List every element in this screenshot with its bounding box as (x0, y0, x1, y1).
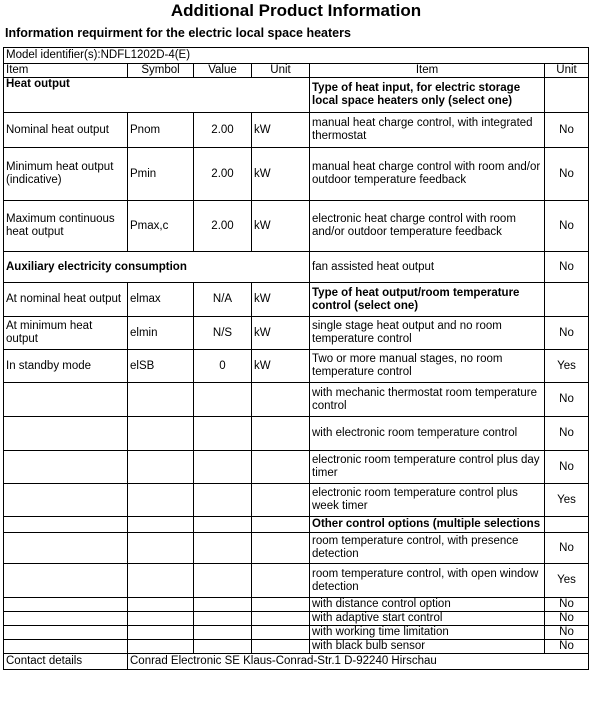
left-item: Minimum heat output (indicative) (4, 148, 128, 201)
section-heat-output: Heat output (4, 78, 310, 113)
header-value: Value (194, 64, 252, 78)
empty-cell (128, 612, 194, 626)
empty-cell (4, 417, 128, 451)
right-item: manual heat charge control with room and/or outdoor temperature feedback (310, 148, 545, 201)
empty-cell (128, 517, 194, 533)
empty-cell (252, 626, 310, 640)
table-row (4, 598, 589, 612)
empty-cell (252, 533, 310, 564)
empty-cell (194, 517, 252, 533)
table-row (4, 252, 589, 283)
empty-cell (194, 640, 252, 654)
empty-cell (128, 451, 194, 484)
section-auxiliary-consumption: Auxiliary electricity consumption (4, 252, 310, 283)
left-unit: kW (252, 283, 310, 317)
left-value: 2.00 (194, 113, 252, 148)
right-unit (545, 517, 589, 533)
left-unit: kW (252, 113, 310, 148)
right-item: Type of heat output/room temperature control (select one) (310, 283, 545, 317)
right-unit: No (545, 451, 589, 484)
table-row (4, 451, 589, 484)
empty-cell (128, 533, 194, 564)
empty-cell (194, 383, 252, 417)
left-unit: kW (252, 201, 310, 252)
empty-cell (128, 564, 194, 598)
empty-cell (252, 484, 310, 517)
right-item: manual heat charge control, with integrated thermostat (310, 113, 545, 148)
header-item: Item (4, 64, 128, 78)
right-item: room temperature control, with open window detection (310, 564, 545, 598)
right-unit: No (545, 598, 589, 612)
right-item: Two or more manual stages, no room temperature control (310, 350, 545, 383)
right-unit: No (545, 148, 589, 201)
left-unit: kW (252, 317, 310, 350)
right-unit: No (545, 383, 589, 417)
contact-row (4, 654, 589, 670)
empty-cell (194, 626, 252, 640)
left-symbol: Pmax,c (128, 201, 194, 252)
left-value: N/A (194, 283, 252, 317)
empty-cell (128, 640, 194, 654)
right-unit: No (545, 612, 589, 626)
empty-cell (194, 417, 252, 451)
empty-cell (4, 598, 128, 612)
header-symbol: Symbol (128, 64, 194, 78)
empty-cell (194, 484, 252, 517)
right-item: with electronic room temperature control (310, 417, 545, 451)
empty-cell (252, 598, 310, 612)
table-row (4, 626, 589, 640)
right-item: Other control options (multiple selections (310, 517, 545, 533)
left-value: N/S (194, 317, 252, 350)
table-row (4, 383, 589, 417)
right-unit: Yes (545, 484, 589, 517)
right-unit: No (545, 252, 589, 283)
empty-cell (128, 484, 194, 517)
left-value: 2.00 (194, 201, 252, 252)
table-row (4, 533, 589, 564)
document-subtitle: Information requirment for the electric local space heaters (5, 26, 351, 40)
empty-cell (252, 564, 310, 598)
header-unit-right: Unit (545, 64, 589, 78)
right-item: with working time limitation (310, 626, 545, 640)
empty-cell (4, 612, 128, 626)
right-item: with mechanic thermostat room temperature control (310, 383, 545, 417)
empty-cell (194, 612, 252, 626)
empty-cell (4, 383, 128, 417)
left-item: Maximum continuous heat output (4, 201, 128, 252)
left-unit: kW (252, 350, 310, 383)
right-unit (545, 78, 589, 113)
right-item: room temperature control, with presence detection (310, 533, 545, 564)
right-item: electronic heat charge control with room and/or outdoor temperature feedback (310, 201, 545, 252)
left-symbol: elmin (128, 317, 194, 350)
right-item: electronic room temperature control plus week timer (310, 484, 545, 517)
right-item: with black bulb sensor (310, 640, 545, 654)
right-item: electronic room temperature control plus day timer (310, 451, 545, 484)
right-unit: Yes (545, 350, 589, 383)
right-unit: No (545, 640, 589, 654)
right-unit: No (545, 201, 589, 252)
empty-cell (4, 626, 128, 640)
left-item: In standby mode (4, 350, 128, 383)
left-value: 2.00 (194, 148, 252, 201)
left-item: At minimum heat output (4, 317, 128, 350)
header-item-right: Item (310, 64, 545, 78)
table-row (4, 417, 589, 451)
left-value: 0 (194, 350, 252, 383)
empty-cell (194, 564, 252, 598)
table-row (4, 612, 589, 626)
right-unit (545, 283, 589, 317)
right-unit: No (545, 626, 589, 640)
right-unit: Yes (545, 564, 589, 598)
empty-cell (128, 383, 194, 417)
table-row (4, 564, 589, 598)
model-row (4, 48, 589, 64)
contact-value: Conrad Electronic SE Klaus-Conrad-Str.1 D-92240 Hirschau (128, 654, 589, 670)
right-item: with distance control option (310, 598, 545, 612)
left-symbol: elSB (128, 350, 194, 383)
model-identifier: Model identifier(s):NDFL1202D-4(E) (4, 48, 589, 64)
product-info-table (3, 47, 589, 670)
table-row (4, 640, 589, 654)
contact-label: Contact details (4, 654, 128, 670)
right-item: Type of heat input, for electric storage local space heaters only (select one) (310, 78, 545, 113)
right-unit: No (545, 417, 589, 451)
empty-cell (194, 451, 252, 484)
empty-cell (194, 533, 252, 564)
table-row (4, 148, 589, 201)
empty-cell (4, 564, 128, 598)
left-symbol: Pnom (128, 113, 194, 148)
empty-cell (194, 598, 252, 612)
empty-cell (128, 417, 194, 451)
right-item: fan assisted heat output (310, 252, 545, 283)
table-row (4, 78, 589, 113)
table-row (4, 317, 589, 350)
header-unit: Unit (252, 64, 310, 78)
left-item: Nominal heat output (4, 113, 128, 148)
left-symbol: elmax (128, 283, 194, 317)
table-row (4, 484, 589, 517)
empty-cell (4, 517, 128, 533)
empty-cell (252, 640, 310, 654)
empty-cell (4, 484, 128, 517)
right-unit: No (545, 533, 589, 564)
table-row (4, 517, 589, 533)
left-symbol: Pmin (128, 148, 194, 201)
empty-cell (252, 451, 310, 484)
table-row (4, 201, 589, 252)
right-item: single stage heat output and no room temperature control (310, 317, 545, 350)
empty-cell (128, 598, 194, 612)
left-item: At nominal heat output (4, 283, 128, 317)
right-unit: No (545, 317, 589, 350)
empty-cell (252, 612, 310, 626)
empty-cell (4, 533, 128, 564)
left-unit: kW (252, 148, 310, 201)
right-item: with adaptive start control (310, 612, 545, 626)
table-row (4, 113, 589, 148)
empty-cell (128, 626, 194, 640)
table-row (4, 283, 589, 317)
empty-cell (4, 451, 128, 484)
right-unit: No (545, 113, 589, 148)
empty-cell (4, 640, 128, 654)
empty-cell (252, 417, 310, 451)
empty-cell (252, 383, 310, 417)
header-row (4, 64, 589, 78)
document-title: Additional Product Information (170, 1, 422, 20)
table-row (4, 350, 589, 383)
empty-cell (252, 517, 310, 533)
